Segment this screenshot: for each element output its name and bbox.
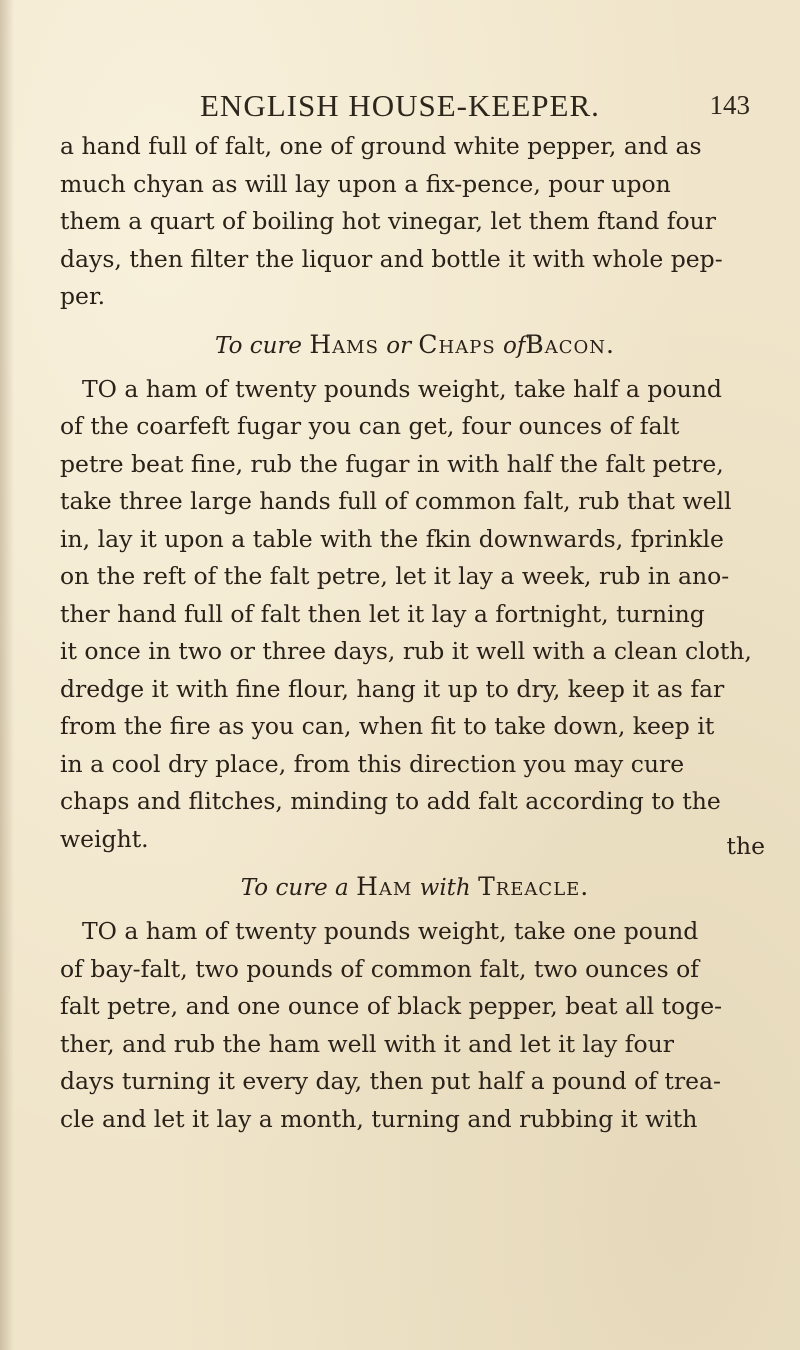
catchword: the	[726, 832, 765, 860]
heading-text: Chaps	[418, 329, 496, 359]
heading-text: To cure	[215, 332, 303, 359]
section-heading-ham-treacle	[60, 870, 770, 905]
heading-text: Bacon.	[525, 329, 615, 359]
text-line: much chyan as will lay upon a fix-pence, pour upon	[60, 169, 671, 198]
heading-text: with	[419, 875, 471, 901]
heading-text: Ham	[356, 872, 413, 901]
text-line: petre beat fine, rub the fugar in with half the falt petre,	[60, 449, 724, 478]
text-line: weight.	[60, 824, 149, 853]
text-line: from the fire as you can, when fit to take down, keep it	[60, 712, 715, 740]
text-line: dredge it with fine flour, hang it up to dry, keep it as far	[60, 674, 725, 703]
page-number: 143	[709, 90, 750, 120]
paragraph-hams-bacon	[60, 371, 770, 859]
heading-text: or	[386, 332, 412, 359]
running-head	[60, 88, 750, 128]
paragraph-pickle-pepper	[60, 128, 770, 316]
heading-text: To cure a	[240, 875, 349, 901]
text-line: days, then filter the liquor and bottle it with whole pep-	[60, 244, 723, 273]
text-line: TO a ham of twenty pounds weight, take half a pound	[82, 374, 722, 403]
text-line: a hand full of falt, one of ground white pepper, and as	[60, 132, 702, 160]
text-line: take three large hands full of common falt, rub that well	[60, 487, 732, 515]
paragraph-ham-treacle	[60, 913, 770, 1138]
text-line: chaps and flitches, minding to add falt according to the	[60, 787, 721, 815]
text-line: days turning it every day, then put half a pound of trea-	[60, 1067, 721, 1095]
text-line: on the reft of the falt petre, let it lay a week, rub in ano-	[60, 562, 730, 590]
heading-text: of	[502, 332, 526, 359]
page-gutter-shadow	[0, 0, 14, 1350]
text-line: cle and let it lay a month, turning and rubbing it with	[60, 1104, 698, 1133]
text-line: in, lay it upon a table with the fkin downwards, fprinkle	[60, 524, 724, 553]
text-line: it once in two or three days, rub it well with a clean cloth,	[60, 637, 752, 665]
heading-text: Hams	[309, 329, 379, 359]
text-line: TO a ham of twenty pounds weight, take one pound	[82, 917, 699, 945]
text-line: falt petre, and one ounce of black pepper, beat all toge-	[60, 992, 723, 1020]
text-line: ther hand full of falt then let it lay a fortnight, turning	[60, 599, 705, 628]
text-line: of the coarfeft fugar you can get, four ounces of falt	[60, 412, 680, 440]
text-line: them a quart of boiling hot vinegar, let them ftand four	[60, 207, 717, 235]
running-head-title: ENGLISH HOUSE-KEEPER.	[200, 88, 600, 123]
text-line: in a cool dry place, from this direction you may cure	[60, 749, 685, 778]
text-line: ther, and rub the ham well with it and let it lay four	[60, 1029, 675, 1058]
text-line: of bay-falt, two pounds of common falt, two ounces of	[60, 954, 699, 983]
text-line: per.	[60, 282, 106, 310]
heading-text: Treacle.	[478, 872, 590, 901]
body-text	[60, 128, 770, 1138]
section-heading-hams-bacon	[60, 328, 770, 363]
